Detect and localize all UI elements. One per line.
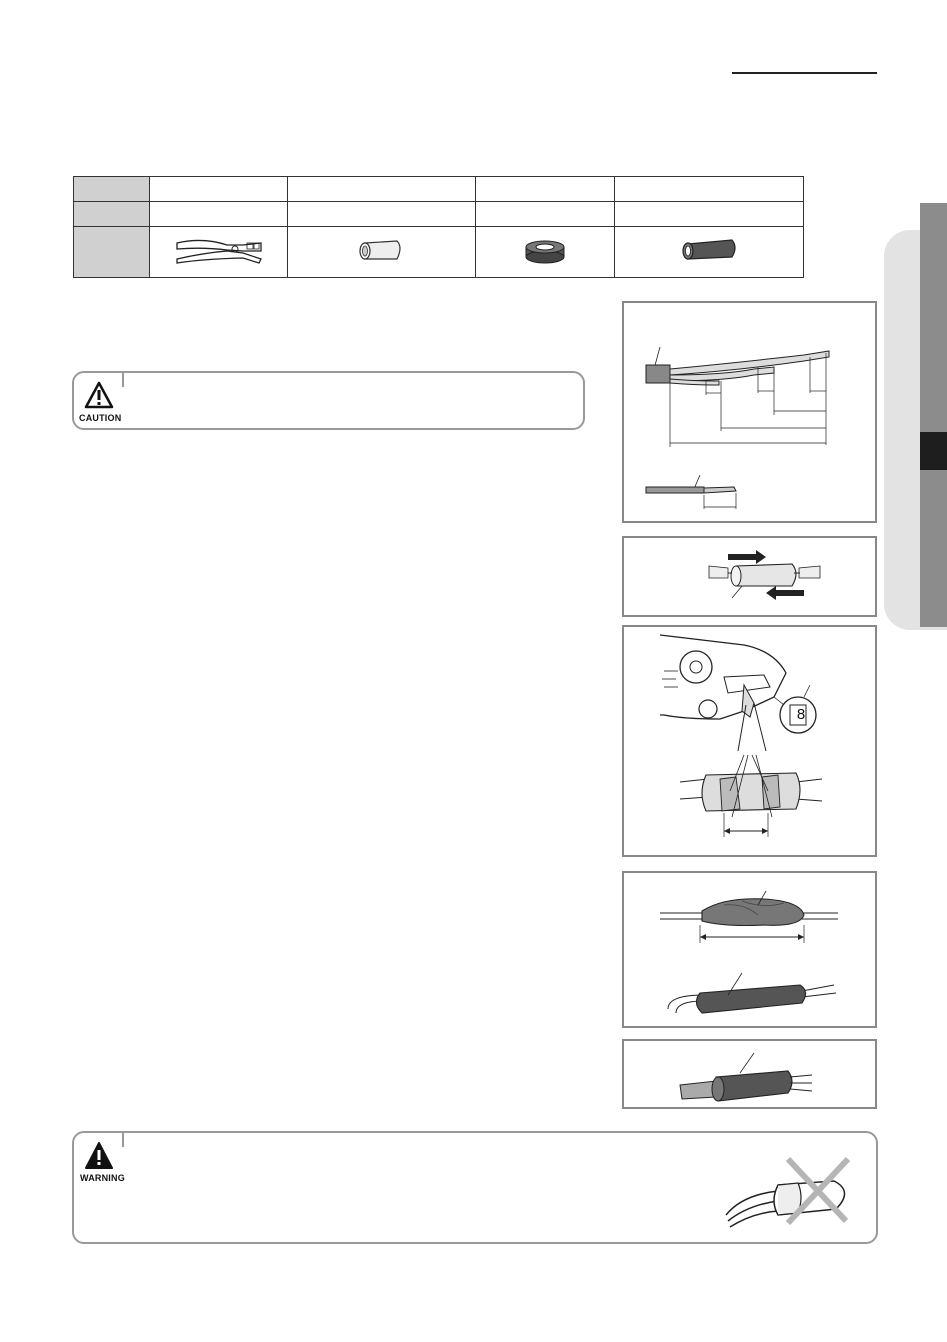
table-header-cell <box>74 227 150 278</box>
caution-box <box>72 371 585 430</box>
crimping-diagram <box>624 627 879 859</box>
warning-box <box>72 1131 878 1244</box>
crimp-die-marking: 8 <box>796 706 806 723</box>
sleeve-insert-diagram <box>624 538 879 619</box>
table-row <box>74 202 804 227</box>
side-tab-marker <box>920 432 947 470</box>
crimping-pliers-icon <box>173 233 265 267</box>
warning-label: WARNING <box>80 1173 125 1183</box>
connecting-sleeve-icon <box>357 235 407 265</box>
sleeve-cell <box>288 227 476 278</box>
heat-shrink-diagram <box>624 1041 879 1111</box>
figure-heat-shrink <box>622 1039 877 1109</box>
side-tab-strip <box>920 203 947 627</box>
tape-cell <box>476 227 615 278</box>
heat-shrink-tube-icon <box>678 235 740 265</box>
table-header-cell <box>74 177 150 202</box>
insulation-tape-icon <box>520 235 570 265</box>
table-header-cell <box>74 202 150 227</box>
arrow-left-icon <box>766 586 804 600</box>
incorrect-connection-diagram <box>722 1155 862 1231</box>
figure-crimping <box>622 625 877 857</box>
wire-strip-diagram <box>624 303 879 525</box>
arrow-right-icon <box>728 550 766 564</box>
figure-taping <box>622 871 877 1028</box>
figure-sleeve-insert <box>622 536 877 617</box>
tools-table <box>73 176 804 278</box>
heat-tube-cell <box>615 227 804 278</box>
header-rule <box>732 72 877 74</box>
caution-label: CAUTION <box>79 413 122 423</box>
warning-triangle-icon <box>84 1141 114 1171</box>
table-row <box>74 177 804 202</box>
caution-triangle-icon <box>84 381 114 409</box>
figure-wire-strip <box>622 301 877 523</box>
taping-diagram <box>624 873 879 1030</box>
table-row <box>74 227 804 278</box>
crimping-tool-cell <box>150 227 288 278</box>
